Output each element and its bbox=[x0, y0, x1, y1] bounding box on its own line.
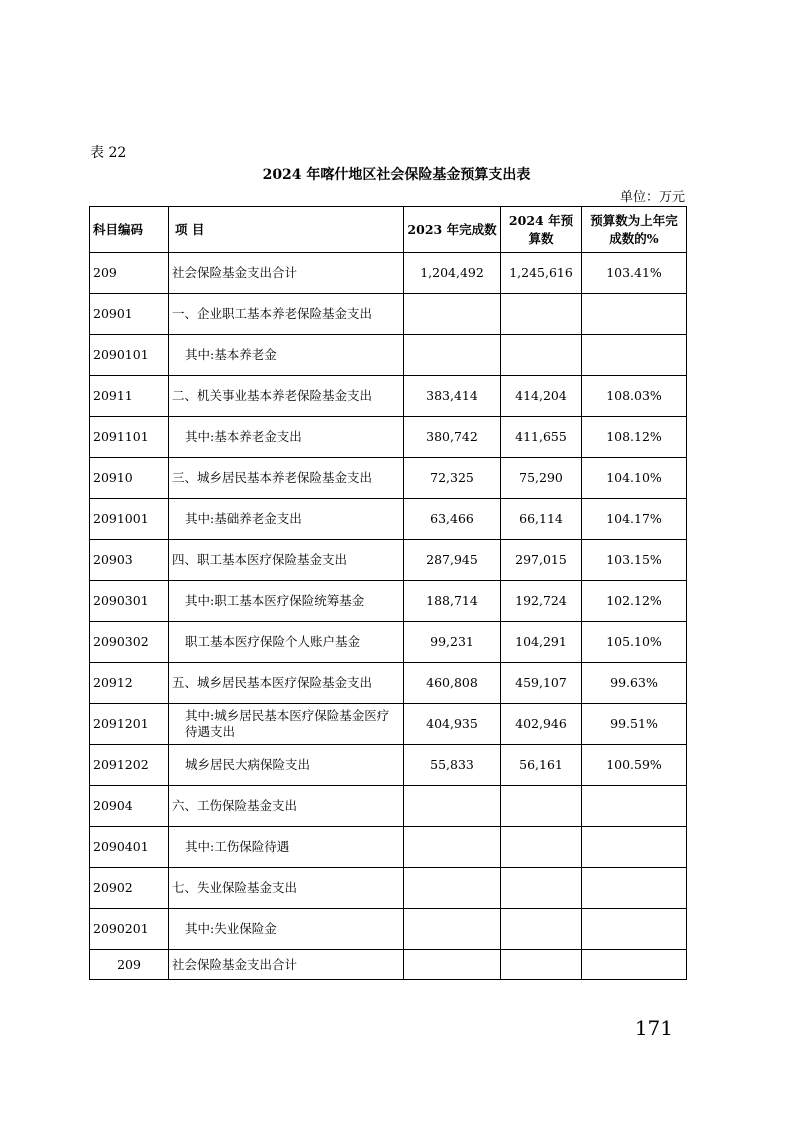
row-ratio bbox=[582, 786, 687, 827]
row-budget-2024: 459,107 bbox=[501, 663, 582, 704]
row-ratio: 103.41% bbox=[582, 253, 687, 294]
table-row bbox=[90, 376, 687, 417]
row-code: 20911 bbox=[90, 376, 169, 417]
row-budget-2024: 56,161 bbox=[501, 745, 582, 786]
row-ratio: 105.10% bbox=[582, 622, 687, 663]
row-code: 2090401 bbox=[90, 827, 169, 868]
row-budget-2024: 402,946 bbox=[501, 704, 582, 745]
header-row bbox=[90, 207, 687, 253]
table-row bbox=[90, 335, 687, 376]
row-code: 2091201 bbox=[90, 704, 169, 745]
row-actual-2023: 287,945 bbox=[404, 540, 501, 581]
row-ratio: 99.63% bbox=[582, 663, 687, 704]
table-row bbox=[90, 827, 687, 868]
header-ratio: 预算数为上年完成数的% bbox=[582, 207, 687, 253]
row-actual-2023: 55,833 bbox=[404, 745, 501, 786]
row-code: 20910 bbox=[90, 458, 169, 499]
row-budget-2024 bbox=[501, 950, 582, 980]
table-row bbox=[90, 294, 687, 335]
page-number: 171 bbox=[634, 1016, 673, 1040]
table-row bbox=[90, 540, 687, 581]
header-budget-2024: 2024 年预算数 bbox=[501, 207, 582, 253]
row-actual-2023 bbox=[404, 909, 501, 950]
row-code: 20904 bbox=[90, 786, 169, 827]
row-budget-2024 bbox=[501, 868, 582, 909]
row-budget-2024: 411,655 bbox=[501, 417, 582, 458]
row-code: 2090201 bbox=[90, 909, 169, 950]
row-budget-2024: 75,290 bbox=[501, 458, 582, 499]
table-row bbox=[90, 581, 687, 622]
row-code: 209 bbox=[90, 253, 169, 294]
row-name: 五、城乡居民基本医疗保险基金支出 bbox=[169, 663, 404, 704]
row-name: 一、企业职工基本养老保险基金支出 bbox=[169, 294, 404, 335]
table-row bbox=[90, 417, 687, 458]
table-row bbox=[90, 745, 687, 786]
row-actual-2023 bbox=[404, 786, 501, 827]
row-budget-2024 bbox=[501, 786, 582, 827]
row-ratio bbox=[582, 335, 687, 376]
row-code: 20902 bbox=[90, 868, 169, 909]
row-actual-2023 bbox=[404, 950, 501, 980]
row-name: 其中:基本养老金支出 bbox=[169, 417, 404, 458]
row-code: 2091001 bbox=[90, 499, 169, 540]
row-budget-2024: 192,724 bbox=[501, 581, 582, 622]
table-row bbox=[90, 663, 687, 704]
row-code: 2091101 bbox=[90, 417, 169, 458]
row-name: 六、工伤保险基金支出 bbox=[169, 786, 404, 827]
row-actual-2023 bbox=[404, 868, 501, 909]
row-name: 其中:工伤保险待遇 bbox=[169, 827, 404, 868]
row-budget-2024: 104,291 bbox=[501, 622, 582, 663]
row-budget-2024 bbox=[501, 827, 582, 868]
row-code: 2091202 bbox=[90, 745, 169, 786]
row-code: 20903 bbox=[90, 540, 169, 581]
row-budget-2024: 297,015 bbox=[501, 540, 582, 581]
table-row bbox=[90, 622, 687, 663]
header-code: 科目编码 bbox=[90, 207, 169, 253]
row-name: 其中:基本养老金 bbox=[169, 335, 404, 376]
row-budget-2024 bbox=[501, 335, 582, 376]
row-budget-2024: 414,204 bbox=[501, 376, 582, 417]
row-name: 四、职工基本医疗保险基金支出 bbox=[169, 540, 404, 581]
row-actual-2023 bbox=[404, 827, 501, 868]
row-actual-2023: 99,231 bbox=[404, 622, 501, 663]
row-ratio bbox=[582, 950, 687, 980]
row-code: 209 bbox=[90, 950, 169, 980]
table-row bbox=[90, 786, 687, 827]
header-actual-2023: 2023 年完成数 bbox=[404, 207, 501, 253]
row-name: 二、机关事业基本养老保险基金支出 bbox=[169, 376, 404, 417]
row-budget-2024: 1,245,616 bbox=[501, 253, 582, 294]
row-actual-2023: 1,204,492 bbox=[404, 253, 501, 294]
row-actual-2023: 63,466 bbox=[404, 499, 501, 540]
row-actual-2023: 404,935 bbox=[404, 704, 501, 745]
table-row bbox=[90, 704, 687, 745]
row-ratio: 108.12% bbox=[582, 417, 687, 458]
row-budget-2024: 66,114 bbox=[501, 499, 582, 540]
row-actual-2023 bbox=[404, 335, 501, 376]
unit-label: 单位：万元 bbox=[619, 190, 685, 205]
row-ratio: 103.15% bbox=[582, 540, 687, 581]
row-code: 2090302 bbox=[90, 622, 169, 663]
row-name: 其中:职工基本医疗保险统筹基金 bbox=[169, 581, 404, 622]
row-name: 社会保险基金支出合计 bbox=[169, 950, 404, 980]
row-ratio bbox=[582, 294, 687, 335]
budget-table bbox=[89, 206, 687, 980]
row-name: 社会保险基金支出合计 bbox=[169, 253, 404, 294]
row-name: 其中:基础养老金支出 bbox=[169, 499, 404, 540]
row-ratio: 104.17% bbox=[582, 499, 687, 540]
row-budget-2024 bbox=[501, 294, 582, 335]
row-code: 20901 bbox=[90, 294, 169, 335]
row-name: 三、城乡居民基本养老保险基金支出 bbox=[169, 458, 404, 499]
row-budget-2024 bbox=[501, 909, 582, 950]
row-name: 职工基本医疗保险个人账户基金 bbox=[169, 622, 404, 663]
page-title: 2024 年喀什地区社会保险基金预算支出表 bbox=[262, 167, 531, 183]
row-actual-2023: 383,414 bbox=[404, 376, 501, 417]
row-actual-2023 bbox=[404, 294, 501, 335]
row-name: 其中:城乡居民基本医疗保险基金医疗待遇支出 bbox=[169, 704, 404, 745]
row-ratio bbox=[582, 909, 687, 950]
row-ratio bbox=[582, 827, 687, 868]
row-ratio: 99.51% bbox=[582, 704, 687, 745]
table-row bbox=[90, 868, 687, 909]
row-actual-2023: 72,325 bbox=[404, 458, 501, 499]
row-name: 城乡居民大病保险支出 bbox=[169, 745, 404, 786]
table-row bbox=[90, 458, 687, 499]
row-actual-2023: 460,808 bbox=[404, 663, 501, 704]
row-code: 2090301 bbox=[90, 581, 169, 622]
row-ratio: 102.12% bbox=[582, 581, 687, 622]
table-row bbox=[90, 950, 687, 980]
row-code: 20912 bbox=[90, 663, 169, 704]
row-ratio: 108.03% bbox=[582, 376, 687, 417]
row-actual-2023: 188,714 bbox=[404, 581, 501, 622]
row-ratio: 100.59% bbox=[582, 745, 687, 786]
header-name: 项 目 bbox=[169, 207, 404, 253]
table-row bbox=[90, 499, 687, 540]
row-code: 2090101 bbox=[90, 335, 169, 376]
row-ratio bbox=[582, 868, 687, 909]
row-name: 其中:失业保险金 bbox=[169, 909, 404, 950]
row-name: 七、失业保险基金支出 bbox=[169, 868, 404, 909]
table-row bbox=[90, 909, 687, 950]
row-ratio: 104.10% bbox=[582, 458, 687, 499]
table-label: 表 22 bbox=[90, 145, 127, 161]
table-row bbox=[90, 253, 687, 294]
row-actual-2023: 380,742 bbox=[404, 417, 501, 458]
